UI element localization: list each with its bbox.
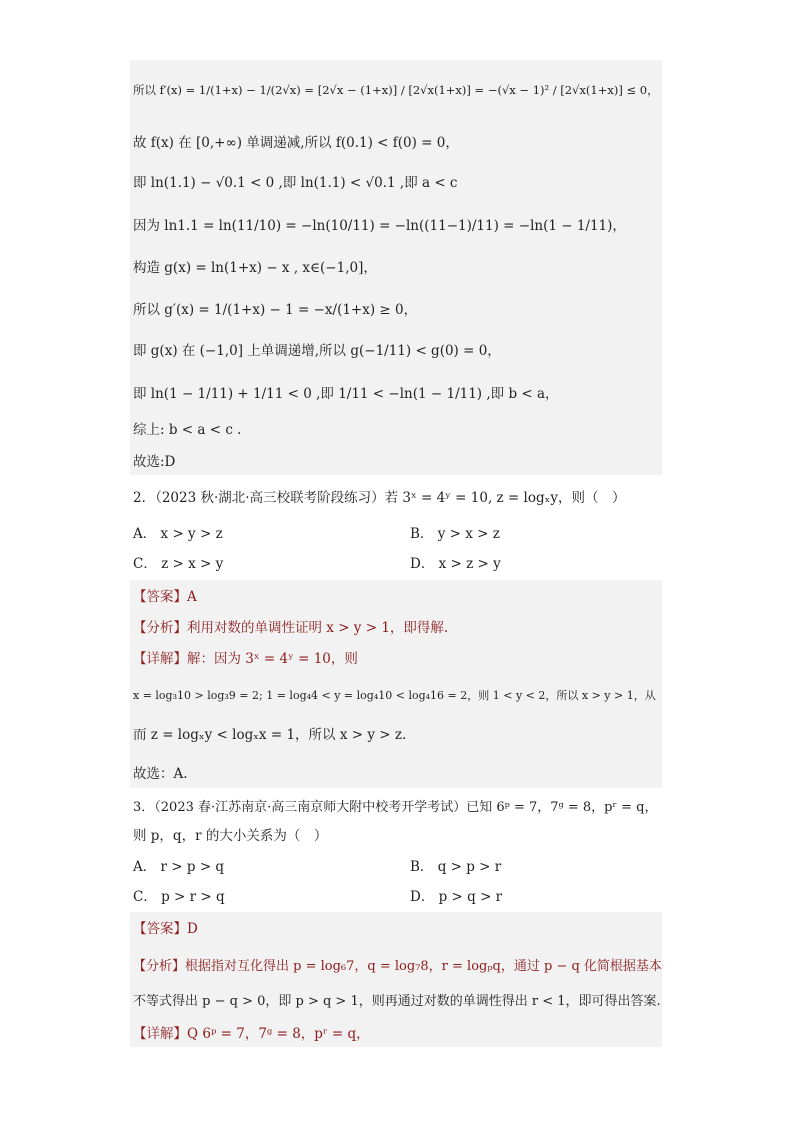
answer-2-background <box>130 580 662 788</box>
question-3-analysis-2: 不等式得出 p − q > 0，即 p > q > 1，则再通过对数的单调性得出 r < 1，即可得出答案. <box>133 994 661 1009</box>
question-3-analysis-1: 【分析】根据指对互化得出 p = log₆7，q = log₇8，r = logₚq，通过 p − q 化简根据基本 <box>133 959 662 974</box>
question-2-stem: 2．（2023 秋·湖北·高三校联考阶段练习）若 3ˣ = 4ʸ = 10, z = logₓy，则（ ） <box>133 490 626 506</box>
solution-1-line-8: 即 ln(1 − 1/11) + 1/11 < 0 ,即 1/11 < −ln(1 − 1/11) ,即 b < a， <box>133 386 559 402</box>
question-3-stem-1: 3．（2023 春·江苏南京·高三南京师大附中校考开学考试）已知 6ᵖ = 7，7ᵍ = 8，pʳ = q， <box>133 800 658 815</box>
question-2-detail-2: x = log₃10 > log₃9 = 2; 1 = log₄4 < y = log₄10 < log₄16 = 2，则 1 < y < 2，所以 x > y > 1，从 <box>133 689 656 702</box>
question-2-option-b: B． y > x > z <box>410 526 500 542</box>
solution-1-line-7: 即 g(x) 在 (−1,0] 上单调递增,所以 g(−1/11) < g(0) = 0， <box>133 343 501 359</box>
question-3-stem-2: 则 p，q，r 的大小关系为（ ） <box>133 828 328 844</box>
solution-1-line-10: 故选:D <box>133 454 176 470</box>
question-3-option-b: B． q > p > r <box>410 859 502 875</box>
question-2-option-c: C． z > x > y <box>133 556 224 572</box>
solution-1-line-4: 因为 ln1.1 = ln(11/10) = −ln(10/11) = −ln((11−1)/11) = −ln(1 − 1/11)， <box>133 218 626 234</box>
question-2-option-a: A． x > y > z <box>133 526 223 542</box>
solution-1-line-3: 即 ln(1.1) − √0.1 < 0 ,即 ln(1.1) < √0.1 ,即 a < c <box>133 175 458 191</box>
question-3-answer: 【答案】D <box>133 921 198 937</box>
question-2-choose: 故选：A. <box>133 766 188 782</box>
solution-1-line-5: 构造 g(x) = ln(1+x) − x , x∈(−1,0]， <box>133 260 377 276</box>
question-3-detail: 【详解】Q 6ᵖ = 7，7ᵍ = 8，pʳ = q， <box>133 1026 370 1042</box>
question-2-detail-1: 【详解】解：因为 3ˣ = 4ʸ = 10，则 <box>133 651 358 667</box>
question-3-option-a: A． r > p > q <box>133 859 225 875</box>
solution-1-line-1: 所以 f′(x) = 1/(1+x) − 1/(2√x) = [2√x − (1+x)] / [2√x(1+x)] = −(√x − 1)² / [2√x(1+x)] ≤ 0， <box>133 83 659 97</box>
question-2-answer: 【答案】A <box>133 589 197 605</box>
question-3-option-c: C． p > r > q <box>133 889 225 905</box>
question-2-detail-3: 而 z = logₓy < logₓx = 1，所以 x > y > z. <box>133 727 407 743</box>
question-2-option-d: D． x > z > y <box>410 556 501 572</box>
solution-1-line-2: 故 f(x) 在 [0,+∞) 单调递减,所以 f(0.1) < f(0) = 0， <box>133 135 459 151</box>
question-3-option-d: D． p > q > r <box>410 889 503 905</box>
solution-1-line-6: 所以 g′(x) = 1/(1+x) − 1 = −x/(1+x) ≥ 0， <box>133 302 418 318</box>
solution-1-line-9: 综上: b < a < c . <box>133 422 242 438</box>
question-2-analysis: 【分析】利用对数的单调性证明 x > y > 1，即得解. <box>133 620 449 636</box>
